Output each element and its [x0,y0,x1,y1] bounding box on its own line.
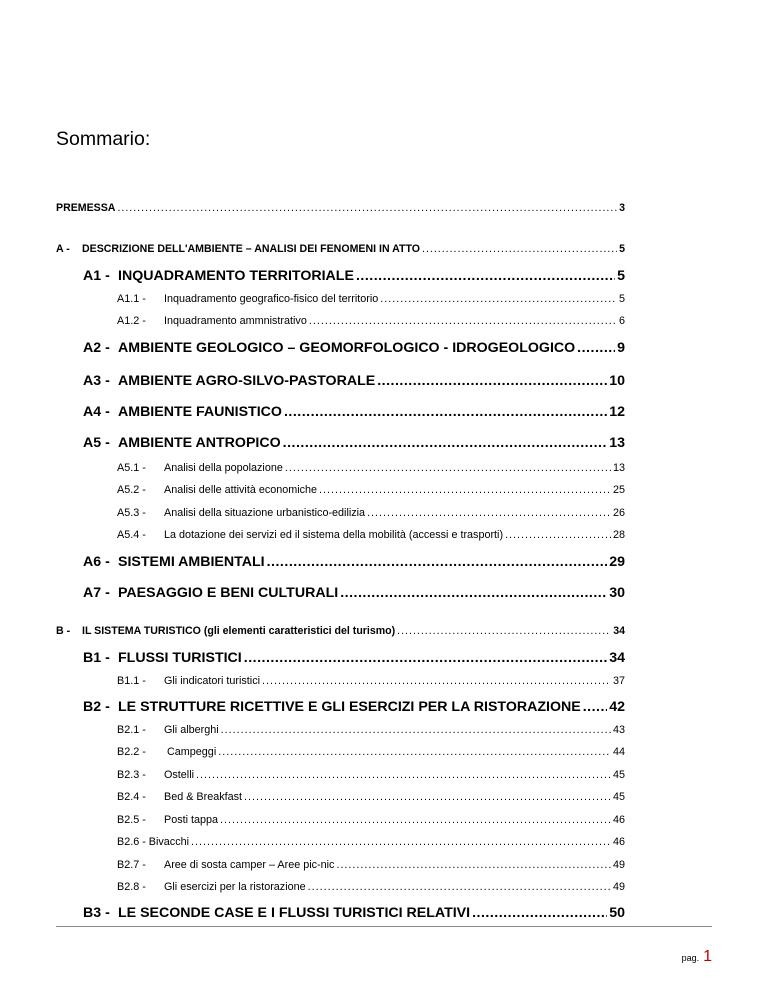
toc-leader [336,860,611,871]
toc-entry-label: Ostelli [164,769,194,781]
toc-entry-number: B - [56,625,71,637]
toc-entry[interactable] [83,700,625,714]
toc-leader [397,626,611,637]
toc-entry-label: Analisi della popolazione [164,462,283,474]
toc-entry-label: INQUADRAMENTO TERRITORIALE [118,268,354,284]
toc-entry-page: 5 [617,268,625,284]
toc-leader [367,508,611,519]
toc-entry-page: 6 [618,315,625,327]
toc-leader [356,269,615,283]
toc-entry-page: 13 [609,435,625,451]
toc-entry-number: A6 - [83,554,110,570]
toc-entry[interactable] [117,792,625,803]
toc-entry-number: A7 - [83,585,110,601]
toc-leader [244,651,607,665]
toc-entry-number: A1.2 - [117,315,146,327]
toc-entry-label: Analisi delle attività economiche [164,484,318,496]
toc-entry-page: 46 [612,814,625,826]
toc-leader [340,586,607,600]
toc-entry[interactable] [117,860,625,871]
toc-entry-label: DESCRIZIONE DELL'AMBIENTE – ANALISI DEI FENOMENI IN ATTO [82,243,421,255]
toc-entry-label: LE SECONDE CASE E I FLUSSI TURISTICI RELATIVI [118,905,471,921]
toc-entry-page: 10 [609,373,625,389]
toc-leader [309,316,617,327]
toc-entry-page: 30 [609,585,625,601]
toc-entry-label: La dotazione dei servizi ed il sistema della mobilità (accessi e trasporti) [164,529,504,541]
toc-leader [267,555,608,569]
toc-entry-label: FLUSSI TURISTICI [118,650,242,666]
toc-entry-label: PREMESSA [56,202,116,214]
toc-entry-page: 5 [618,293,625,305]
toc-entry[interactable] [117,770,625,781]
toc-entry-number: A4 - [83,404,110,420]
toc-entry-page: 34 [609,650,625,666]
toc-entry-number: A5 - [83,435,110,451]
toc-entry-number: B2.2 - [117,746,146,758]
toc-entry[interactable] [117,485,625,496]
toc-leader [221,725,611,736]
toc-entry-page: 34 [613,625,625,637]
toc-entry[interactable] [117,676,625,687]
footer-divider [56,926,712,927]
toc-entry-page: 46 [612,836,625,848]
toc-entry-number: A1 - [83,268,110,284]
toc-leader [218,747,611,758]
toc-entry-page: 3 [619,202,625,214]
toc-leader [191,837,611,848]
toc-entry-label: Analisi della situazione urbanistico-edilizia [164,507,366,519]
toc-leader [285,463,611,474]
toc-entry[interactable] [117,747,625,758]
toc-entry-number: B2 - [83,699,110,715]
toc-entry[interactable] [117,316,625,327]
toc-leader [283,436,608,450]
toc-entry-number: A1.1 - [117,293,146,305]
toc-entry-page: 42 [609,699,625,715]
toc-entry-label: AMBIENTE ANTROPICO [118,435,281,451]
toc-entry[interactable] [117,530,625,541]
toc-entry[interactable] [56,203,625,214]
toc-entry-number: B1 - [83,650,110,666]
toc-leader [380,294,617,305]
toc-entry-page: 50 [609,905,625,921]
toc-leader [583,700,608,714]
toc-entry[interactable] [83,586,625,600]
toc-entry-number: B2.8 - [117,881,146,893]
toc-entry-label: Bed & Breakfast [164,791,243,803]
toc-entry-label: AMBIENTE AGRO-SILVO-PASTORALE [118,373,376,389]
toc-entry-label: Inquadramento ammnistrativo [164,315,307,327]
toc-leader [319,485,611,496]
toc-entry-number: B2.1 - [117,724,146,736]
toc-leader [244,792,611,803]
toc-entry-number: B2.3 - [117,769,146,781]
toc-leader [220,815,611,826]
toc-entry[interactable] [117,508,625,519]
toc-entry[interactable] [83,555,625,569]
page-title: Sommario: [56,128,151,150]
toc-entry[interactable] [83,374,625,388]
toc-entry-number: A - [56,243,70,255]
toc-entry-label: Campeggi [164,746,217,758]
toc-leader [262,676,611,687]
toc-entry-number: A3 - [83,373,110,389]
toc-entry-page: 26 [612,507,625,519]
toc-leader [577,341,615,355]
toc-leader [284,405,607,419]
toc-entry-label: PAESAGGIO E BENI CULTURALI [118,585,339,601]
toc-entry-label: Posti tappa [164,814,219,826]
toc-entry-label: LE STRUTTURE RICETTIVE E GLI ESERCIZI PER LA RISTORAZIONE [118,699,581,715]
toc-leader [422,244,617,255]
toc-entry-page: 49 [612,881,625,893]
toc-entry-page: 5 [619,243,625,255]
toc-entry-page: 9 [617,340,625,356]
toc-entry-number: A5.1 - [117,462,146,474]
toc-entry-page: 43 [612,724,625,736]
toc-entry[interactable] [117,463,625,474]
toc-entry-label: B2.6 - Bivacchi [117,836,190,848]
toc-entry-number: A5.2 - [117,484,146,496]
toc-leader [196,770,611,781]
toc-entry-label: AMBIENTE GEOLOGICO – GEOMORFOLOGICO - IDROGEOLOGICO [118,340,576,356]
toc-entry[interactable] [83,436,625,450]
toc-entry-page: 28 [612,529,625,541]
toc-entry[interactable] [83,269,625,283]
page-number-label: pag. [681,953,700,963]
toc-entry[interactable] [117,882,625,893]
toc-entry[interactable] [83,341,625,355]
toc-leader [377,374,607,388]
toc-entry[interactable] [117,815,625,826]
toc-entry-label: Gli esercizi per la ristorazione [164,881,306,893]
toc-entry-page: 45 [612,769,625,781]
toc-entry-label: IL SISTEMA TURISTICO (gli elementi caratteristici del turismo) [82,625,396,637]
toc-entry-label: Aree di sosta camper – Aree pic-nic [164,859,335,871]
toc-entry-page: 49 [612,859,625,871]
toc-entry-page: 44 [612,746,625,758]
toc-entry-page: 45 [612,791,625,803]
toc-entry-number: B2.5 - [117,814,146,826]
page-number-value: 1 [703,948,712,965]
page-number [682,948,712,966]
toc-entry[interactable] [83,405,625,419]
toc-entry-label: Gli alberghi [164,724,219,736]
toc-entry[interactable] [117,294,625,305]
toc-entry-label: Inquadramento geografico-fisico del territorio [164,293,379,305]
toc-entry-number: B2.7 - [117,859,146,871]
toc-entry-page: 13 [612,462,625,474]
toc-entry[interactable] [117,837,625,848]
toc-entry-number: B1.1 - [117,675,146,687]
toc-entry[interactable] [56,244,625,255]
toc-entry[interactable] [83,906,625,920]
toc-leader [117,203,617,214]
toc-leader [472,906,607,920]
toc-entry-number: A5.3 - [117,507,146,519]
toc-entry-page: 25 [612,484,625,496]
toc-entry[interactable] [117,725,625,736]
toc-entry-number: B3 - [83,905,110,921]
toc-entry-page: 29 [609,554,625,570]
toc-leader [308,882,611,893]
toc-entry[interactable] [83,651,625,665]
toc-entry-label: AMBIENTE FAUNISTICO [118,404,282,420]
toc-entry-number: A5.4 - [117,529,146,541]
toc-entry-number: B2.4 - [117,791,146,803]
toc-entry[interactable] [56,626,625,637]
toc-entry-page: 12 [609,404,625,420]
toc-entry-page: 37 [612,675,625,687]
toc-entry-label: Gli indicatori turistici [164,675,260,687]
toc-entry-label: SISTEMI AMBIENTALI [118,554,265,570]
toc-leader [505,530,611,541]
toc-entry-number: A2 - [83,340,110,356]
